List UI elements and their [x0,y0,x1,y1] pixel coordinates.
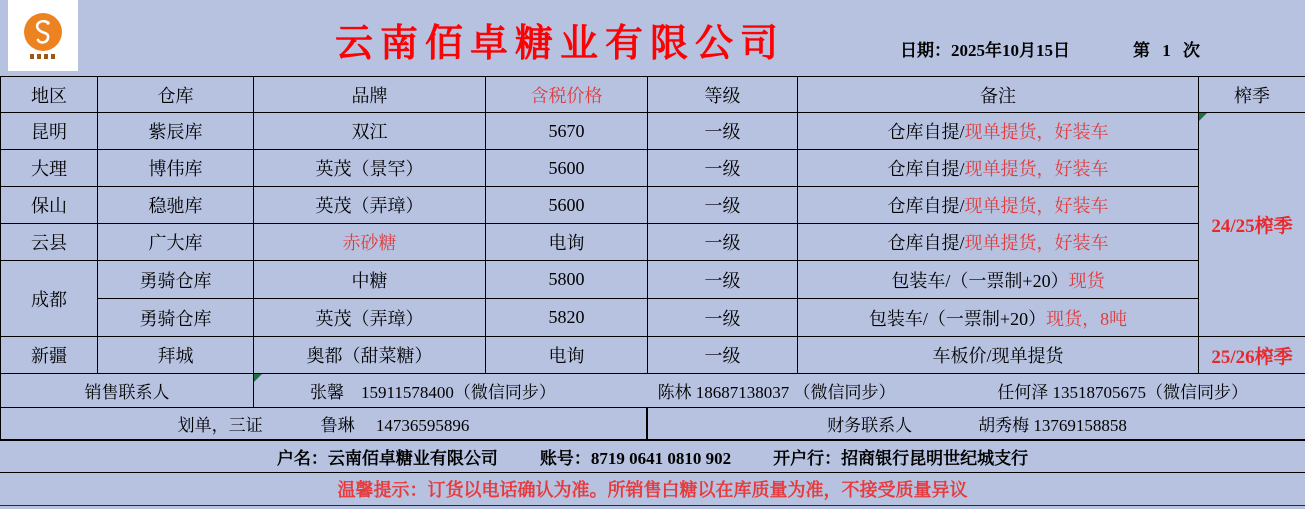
bank-branch: 开户行：招商银行昆明世纪城支行 [773,449,1029,468]
billing-label: 划单，三证 [177,416,263,435]
sales-contact-1: 张馨 15911578400（微信同步） [310,382,556,402]
cell-r3-grade: 一级 [648,187,798,224]
cell-r5-price: 5800 [486,261,648,299]
remark-red: 现货 [1068,270,1105,291]
cell-r5-warehouse: 勇骑仓库 [98,261,254,299]
cell-r7-price: 电询 [486,337,648,374]
logo-circle-icon [24,13,62,51]
cell-r1-grade: 一级 [648,113,798,150]
remark-black: 仓库自提/ [887,196,965,216]
sales-contact-label: 销售联系人 [1,373,254,408]
header-band [0,0,1305,76]
cell-r4-brand: 赤砂糖 [254,224,486,261]
cell-r3-warehouse: 稳驰库 [98,187,254,224]
cell-r3-price: 5600 [486,187,648,224]
remark-red: 现单提货，好装车 [964,122,1109,142]
remark-red: 现单提货，好装车 [964,233,1109,253]
cell-flag-marker-icon [254,374,262,382]
col-header-price: 含税价格 [486,77,648,113]
cell-flag-marker-icon [1199,113,1207,121]
cell-r4-price: 电询 [486,224,648,261]
cell-r5-brand: 中糖 [254,261,486,299]
cell-r4-region: 云县 [1,224,98,261]
cell-r4-remark [798,224,1199,261]
cell-r3-region: 保山 [1,187,98,224]
cell-r7-grade: 一级 [648,337,798,374]
cell-r2-grade: 一级 [648,150,798,187]
remark-black: 仓库自提/ [887,233,965,253]
remark-red: 现货，8吨 [1046,308,1128,329]
col-header-brand: 品牌 [254,77,486,113]
cell-r5-region-merged: 成都 [1,261,98,337]
col-header-warehouse: 仓库 [98,77,254,113]
issue-number-label: 第 1 次 [1133,41,1204,60]
cell-r4-grade: 一级 [648,224,798,261]
company-logo [8,0,78,71]
sprout-swirl-icon [28,17,58,47]
col-header-region: 地区 [1,77,98,113]
cell-r6-warehouse: 勇骑仓库 [98,299,254,337]
remark-black: 包装车/（一票制+20） [868,308,1047,329]
cell-r1-remark [798,113,1199,150]
cell-r7-region: 新疆 [1,337,98,374]
finance-cell [648,408,1305,441]
cell-r6-brand: 英茂（弄璋） [254,299,486,337]
cell-r3-brand: 英茂（弄璋） [254,187,486,224]
remark-red: 现单提货，好装车 [964,159,1109,179]
price-table [0,76,1305,374]
cell-r2-warehouse: 博伟库 [98,150,254,187]
bank-info-row [0,441,1305,473]
cell-season-24-25: 24/25榨季 [1199,113,1305,337]
remark-black: 仓库自提/ [887,122,965,142]
billing-finance-row [0,408,1305,441]
date-label: 日期：2025年10月15日 [900,41,1070,60]
cell-r2-brand: 英茂（景罕） [254,150,486,187]
cell-r5-remark [798,261,1199,299]
cell-r3-remark [798,187,1199,224]
notice-text: 温馨提示：订货以电话确认为准。所销售白糖以在库质量为准，不接受质量异议 [337,480,968,500]
cell-r1-region: 昆明 [1,113,98,150]
cell-r6-grade: 一级 [648,299,798,337]
bank-account-name: 户名：云南佰卓糖业有限公司 [276,449,498,468]
remark-red: 现单提货，好装车 [964,196,1109,216]
finance-person: 胡秀梅 13769158858 [978,416,1127,435]
cell-r7-remark [798,337,1199,374]
cell-r1-brand: 双江 [254,113,486,150]
remark-black: 包装车/（一票制+20） [891,270,1069,291]
col-header-remark: 备注 [798,77,1199,113]
cell-r6-price: 5820 [486,299,648,337]
cell-r1-warehouse: 紫辰库 [98,113,254,150]
bank-account-number: 账号：8719 0641 0810 902 [539,449,732,468]
contact-section [0,373,1305,506]
cell-r1-price: 5670 [486,113,648,150]
cell-r4-warehouse: 广大库 [98,224,254,261]
cell-r7-brand: 奥都（甜菜糖） [254,337,486,374]
cell-r2-region: 大理 [1,150,98,187]
finance-label: 财务联系人 [827,416,913,435]
company-title: 云南佰卓糖业有限公司 [334,23,785,65]
cell-r2-remark [798,150,1199,187]
billing-cell [1,408,648,441]
logo-caption [30,54,57,59]
cell-r2-price: 5600 [486,150,648,187]
cell-r7-warehouse: 拜城 [98,337,254,374]
col-header-season: 榨季 [1199,77,1305,113]
cell-season-25-26: 25/26榨季 [1199,337,1305,374]
notice-row [0,473,1305,506]
remark-black: 仓库自提/ [887,159,965,179]
sales-contact-3: 任何泽 13518705675（微信同步） [997,382,1248,402]
sales-contacts-row [0,373,1305,408]
sales-contact-2: 陈林 18687138037 （微信同步） [657,382,896,402]
col-header-grade: 等级 [648,77,798,113]
billing-person: 鲁琳 14736595896 [320,416,470,435]
sales-contact-entries [254,373,1305,408]
cell-r5-grade: 一级 [648,261,798,299]
cell-r6-remark [798,299,1199,337]
remark-black: 车板价/现单提货 [932,346,1064,366]
